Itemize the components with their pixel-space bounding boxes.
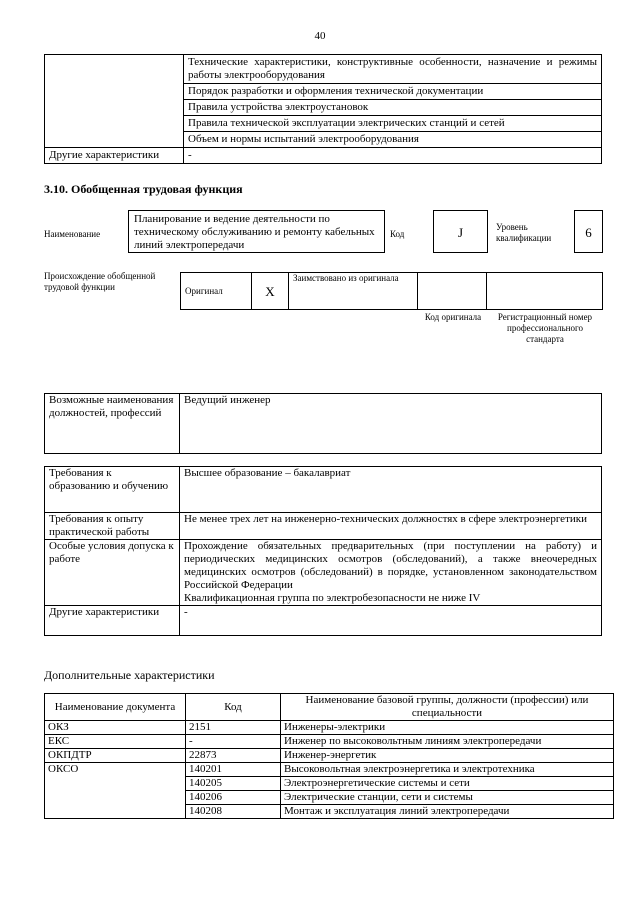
table-row: [45, 721, 614, 735]
header-doc: Наименование документа: [45, 694, 186, 721]
experience-label: Требования к опыту практической работы: [45, 513, 180, 540]
knowledge-table: [44, 54, 602, 164]
header-name: Наименование базовой группы, должности (профессии) или специальности: [281, 694, 614, 721]
special-value-1: Прохождение обязательных предварительных (при поступлении на работу) и периодических медицинских осмотров (обследований), а также внеочередных медицинских осмотров (обследований) в порядке, установленном законодательством Российской Федерации: [184, 540, 597, 591]
table-row: [45, 735, 614, 749]
table-row: [45, 55, 602, 84]
original-code-cell: [418, 273, 487, 310]
level-value: 6: [574, 210, 603, 253]
education-label: Требования к образованию и обучению: [45, 467, 180, 513]
original-mark: X: [252, 273, 289, 310]
code-label: Код: [390, 229, 405, 239]
code-value: J: [433, 210, 488, 253]
requirements-table: [44, 466, 602, 636]
section-heading: 3.10. Обобщенная трудовая функция: [44, 182, 243, 196]
code-cell: 140201: [186, 763, 281, 777]
name-cell: Электроэнергетические системы и сети: [281, 777, 614, 791]
header-code: Код: [186, 694, 281, 721]
name-cell: Инженер-энергетик: [281, 749, 614, 763]
knowledge-item: Объем и нормы испытаний электрооборудования: [184, 132, 602, 148]
name-cell: Монтаж и эксплуатация линий электропередачи: [281, 805, 614, 819]
experience-value: Не менее трех лет на инженерно-технических должностях в сфере электроэнергетики: [180, 513, 602, 540]
code-cell: 140206: [186, 791, 281, 805]
additional-table: [44, 693, 614, 819]
code-cell: 140208: [186, 805, 281, 819]
knowledge-item: Правила устройства электроустановок: [184, 100, 602, 116]
empty-label-cell: [45, 55, 184, 148]
special-label: Особые условия допуска к работе: [45, 540, 180, 606]
name-label: Наименование: [44, 229, 101, 239]
doc-cell: ЕКС: [45, 735, 186, 749]
code-caption: Код оригинала: [424, 312, 482, 322]
special-value-2: Квалификационная группа по электробезопасности не ниже IV: [184, 592, 481, 604]
education-value: Высшее образование – бакалавриат: [180, 467, 602, 513]
reg-number-cell: [487, 273, 603, 310]
additional-title: Дополнительные характеристики: [44, 668, 215, 682]
table-row: [45, 763, 614, 777]
table-row: [45, 540, 602, 606]
table-row: [181, 273, 603, 310]
positions-label: Возможные наименования должностей, профессий: [45, 394, 180, 454]
other-label: Другие характеристики: [45, 148, 184, 164]
code-cell: -: [186, 735, 281, 749]
special-conditions: [180, 540, 602, 606]
knowledge-item: Правила технической эксплуатации электрических станций и сетей: [184, 116, 602, 132]
name-cell: Высоковольтная электроэнергетика и электротехника: [281, 763, 614, 777]
origin-label: Происхождение обобщенной трудовой функции: [44, 271, 156, 292]
table-row: [45, 394, 602, 454]
table-row: [45, 606, 602, 636]
name-value: Планирование и ведение деятельности по техническому обслуживанию и ремонту кабельных линий электропередачи: [128, 210, 385, 253]
code-cell: 22873: [186, 749, 281, 763]
positions-table: [44, 393, 602, 454]
knowledge-item: Технические характеристики, конструктивные особенности, назначение и режимы работы электрооборудования: [184, 55, 602, 84]
code-cell: 140205: [186, 777, 281, 791]
table-row: [45, 749, 614, 763]
doc-cell: ОКЗ: [45, 721, 186, 735]
origin-table: [180, 272, 603, 310]
original-label: Оригинал: [181, 273, 252, 310]
code-cell: 2151: [186, 721, 281, 735]
positions-value: Ведущий инженер: [180, 394, 602, 454]
borrowed-label: Заимствовано из оригинала: [289, 273, 418, 310]
knowledge-item: Порядок разработки и оформления технической документации: [184, 84, 602, 100]
table-row: [45, 148, 602, 164]
page-number: 40: [314, 30, 326, 42]
table-row: [45, 513, 602, 540]
name-cell: Инженер по высоковольтным линиям электропередачи: [281, 735, 614, 749]
name-cell: Электрические станции, сети и системы: [281, 791, 614, 805]
other-value: -: [184, 148, 602, 164]
doc-cell: ОКСО: [45, 763, 186, 819]
reg-caption: Регистрационный номер профессионального стандарта: [497, 312, 593, 344]
level-label: Уровень квалификации: [496, 222, 552, 243]
doc-cell: ОКПДТР: [45, 749, 186, 763]
other-label: Другие характеристики: [45, 606, 180, 636]
name-cell: Инженеры-электрики: [281, 721, 614, 735]
other-value: -: [180, 606, 602, 636]
table-row: [45, 467, 602, 513]
table-header-row: [45, 694, 614, 721]
